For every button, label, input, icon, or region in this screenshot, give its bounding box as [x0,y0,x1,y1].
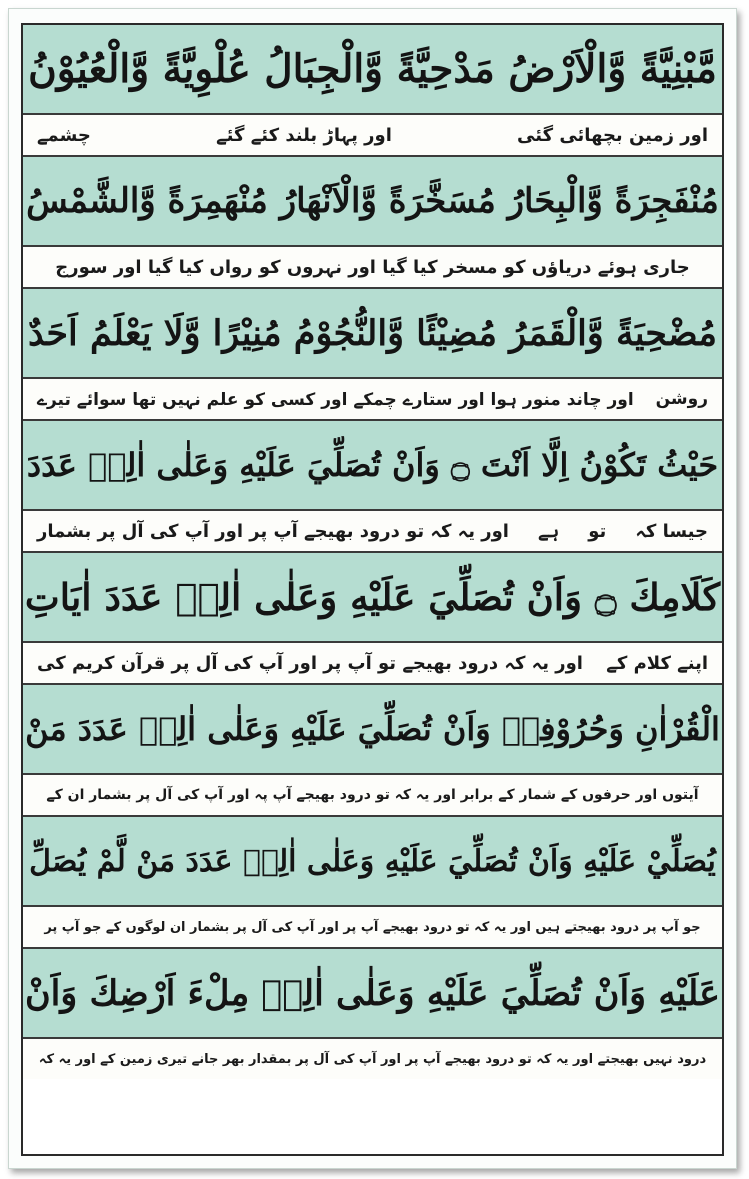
urdu-line-4 [23,511,722,553]
arabic-line-8: عَلَيْهِ وَاَنْ تُصَلِّيَ عَلَيْهِ وَعَلٰى اٰلِهٖ مِلْءَ اَرْضِكَ وَاَنْ [23,949,722,1039]
urdu-line-3 [23,379,722,421]
arabic-line-7: يُصَلِّيْ عَلَيْهِ وَاَنْ تُصَلِّيَ عَلَيْهِ وَعَلٰى اٰلِهٖ عَدَدَ مَنْ لَّمْ يُصَلِّ [23,817,722,907]
arabic-line-4: حَيْثُ تَكُوْنُ اِلَّا اَنْتَ ۝ وَاَنْ تُصَلِّيَ عَلَيْهِ وَعَلٰى اٰلِهٖ عَدَدَ [23,421,722,511]
urdu-line-8 [23,1039,722,1079]
urdu-line-7 [23,907,722,949]
urdu-seg: اور یہ کہ درود بھیجے تو آپ پر اور آپ کی آل پر قرآن کریم کی [37,652,583,674]
urdu-line-5 [23,643,722,685]
urdu-seg: درود نہیں بھیجتے اور یہ کہ تو درود بھیجے آپ پر اور آپ کی آل پر بمقدار بھر جانے تیری زمین کے اور یہ کہ [38,1051,707,1067]
urdu-seg: اپنے کلام کے [606,652,708,674]
arabic-line-3: مُضْحِيَةً وَّالْقَمَرُ مُضِيْئًا وَّالنُّجُوْمُ مُنِيْرًا وَّلَا يَعْلَمُ اَحَدٌ [23,289,722,379]
urdu-seg: ہے [538,520,560,542]
urdu-line-1 [23,115,722,157]
arabic-line-6: الْقُرْاٰنِ وَحُرُوْفِهٖ وَاَنْ تُصَلِّيَ عَلَيْهِ وَعَلٰى اٰلِهٖ عَدَدَ مَنْ [23,685,722,775]
urdu-line-6 [23,775,722,817]
urdu-line-2 [23,247,722,289]
arabic-line-2: مُنْفَجِرَةً وَّالْبِحَارُ مُسَخَّرَةً وَّالْاَنْهَارُ مُنْهَمِرَةً وَّالشَّمْسُ [23,157,722,247]
urdu-seg: روشن [655,389,708,409]
urdu-seg: تو [588,520,607,542]
page-frame [8,8,737,1169]
arabic-line-5: كَلَامِكَ ۝ وَاَنْ تُصَلِّيَ عَلَيْهِ وَعَلٰى اٰلِهٖ عَدَدَ اٰيَاتِ [23,553,722,643]
text-panel [21,23,724,1156]
urdu-seg: اور چاند منور ہوا اور ستارے چمکے اور کسی کو علم نہیں تھا سوائے تیرے [37,389,634,410]
urdu-seg: جاری ہوئے دریاؤں کو مسخر کیا گیا اور نہروں کو رواں کیا گیا اور سورج [55,256,690,278]
urdu-seg: چشمے [37,124,91,146]
urdu-seg: آیتوں اور حرفوں کے شمار کے برابر اور یہ کہ تو درود بھیجے آپ پہ اور آپ کی آل پر بشمار ان کے [46,787,699,803]
urdu-seg: جیسا کہ [635,520,708,542]
arabic-line-1: مَّبْنِيَّةً وَّالْاَرْضُ مَدْحِيَّةً وَّالْجِبَالُ عُلْوِيَّةً وَّالْعُيُوْنُ [23,25,722,115]
urdu-seg: اور پہاڑ بلند کئے گئے [216,124,392,146]
urdu-seg: اور زمین بچھائی گئی [517,124,708,146]
urdu-seg: جو آپ پر درود بھیجتے ہیں اور یہ کہ تو درود بھیجے آپ پر اور آپ کی آل پر بشمار ان لوگوں کے جو آپ پر [44,919,701,935]
urdu-seg: اور یہ کہ تو درود بھیجے آپ پر اور آپ کی آل پر بشمار [37,520,509,542]
